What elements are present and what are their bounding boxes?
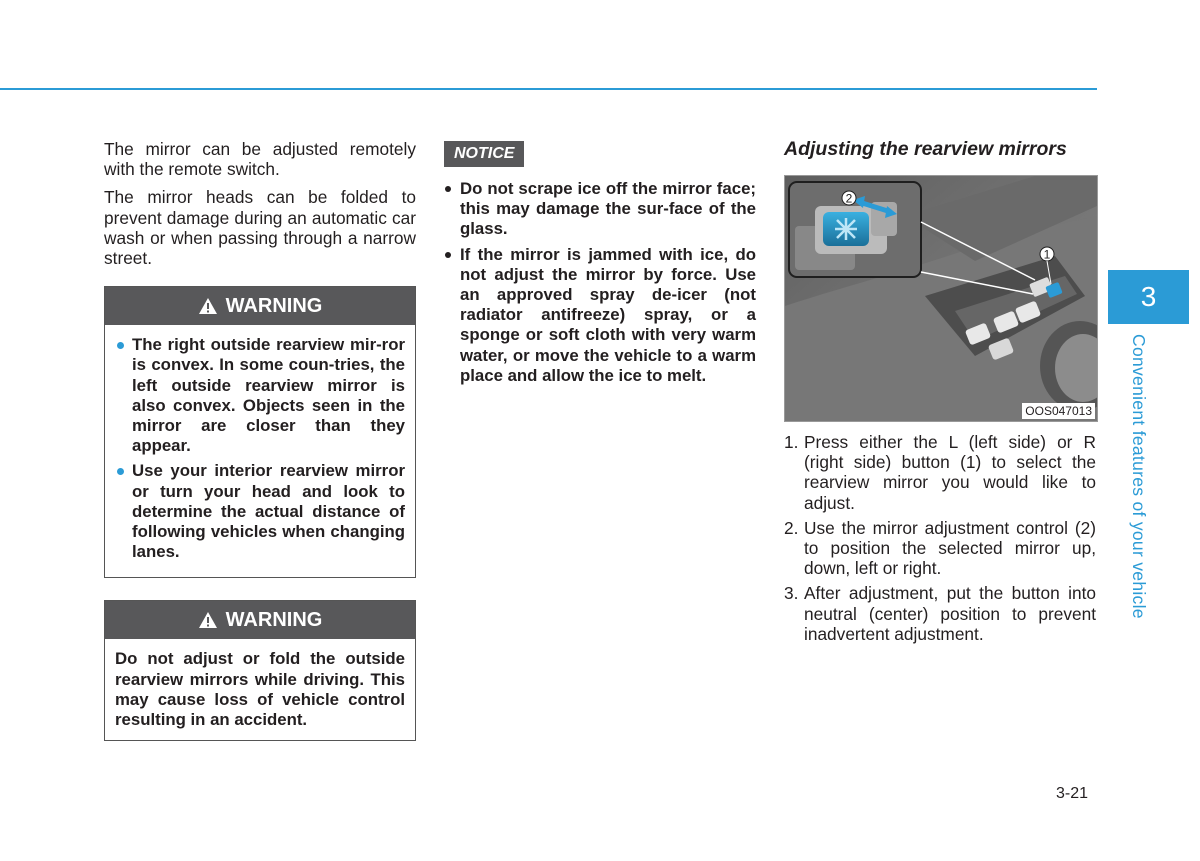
step-number: 1. xyxy=(784,432,799,452)
notice-item: Do not scrape ice off the mirror face; this may damage the sur-face of the glass. xyxy=(444,179,756,240)
step-item xyxy=(784,432,1096,513)
warning-triangle-icon xyxy=(198,611,218,629)
callout-1-label: 1 xyxy=(1043,247,1051,262)
warning-item: The right outside rearview mir-ror is convex. In some coun-tries, the left outside rearview mirror is also convex. Objects seen in the mirror are closer than they appear. xyxy=(115,335,405,456)
notice-badge: NOTICE xyxy=(444,141,524,167)
step-number: 3. xyxy=(784,583,799,604)
left-column xyxy=(104,139,416,741)
step-item xyxy=(784,518,1096,579)
chapter-number: 3 xyxy=(1140,281,1157,312)
warning-body xyxy=(105,325,415,577)
warning-triangle-icon xyxy=(198,297,218,315)
notice-item: If the mirror is jammed with ice, do not adjust the mirror by force. Use an approved spray de-icer (not radiator antifreeze) spray, or a sponge or soft cloth with very warm water, or move the vehicle to a warm place and allow the ice to melt. xyxy=(444,245,756,386)
door-panel-illustration xyxy=(785,176,1097,421)
mirror-control-figure xyxy=(784,175,1098,422)
figure-code: OOS047013 xyxy=(1022,403,1095,419)
warning-box-driving xyxy=(104,600,416,741)
warning-box-convex-mirror xyxy=(104,286,416,578)
warning-label: WARNING xyxy=(225,608,323,631)
section-title: Adjusting the rearview mirrors xyxy=(784,138,1067,160)
header-rule xyxy=(0,88,1097,90)
right-column xyxy=(784,137,1096,649)
warning-label: WARNING xyxy=(225,294,323,317)
intro-paragraph-1: The mirror can be adjusted remotely with the remote switch. xyxy=(104,139,416,180)
page-number: 3-21 xyxy=(1056,785,1089,802)
intro-paragraph-2: The mirror heads can be folded to prevent damage during an automatic car wash or when passing through a narrow street. xyxy=(104,187,416,269)
warning-header xyxy=(105,287,415,325)
step-number: 2. xyxy=(784,517,799,538)
notice-list xyxy=(444,179,756,386)
step-item xyxy=(784,583,1096,644)
chapter-label: Convenient features of your vehicle xyxy=(1129,334,1149,619)
step-text: Press either the L (left side) or R (right side) button (1) to select the rearview mirror you would like to adjust. xyxy=(804,432,1096,513)
middle-column xyxy=(444,141,756,391)
warning-text: Do not adjust or fold the outside rearview mirrors while driving. This may cause loss of vehicle control resulting in an accident. xyxy=(115,649,405,730)
chapter-tab[interactable] xyxy=(1108,270,1189,324)
callout-2-label: 2 xyxy=(845,191,853,206)
warning-item: Use your interior rearview mirror or turn your head and look to determine the actual distance of following vehicles when changing lanes. xyxy=(115,461,405,562)
warning-header xyxy=(105,601,415,639)
warning-body xyxy=(105,639,415,740)
warning-list xyxy=(115,335,405,562)
instruction-steps xyxy=(784,432,1096,644)
step-text: Use the mirror adjustment control (2) to position the selected mirror up, down, left or right. xyxy=(804,517,1096,579)
step-text: After adjustment, put the button into neutral (center) position to prevent inadvertent adjustment. xyxy=(804,583,1096,644)
